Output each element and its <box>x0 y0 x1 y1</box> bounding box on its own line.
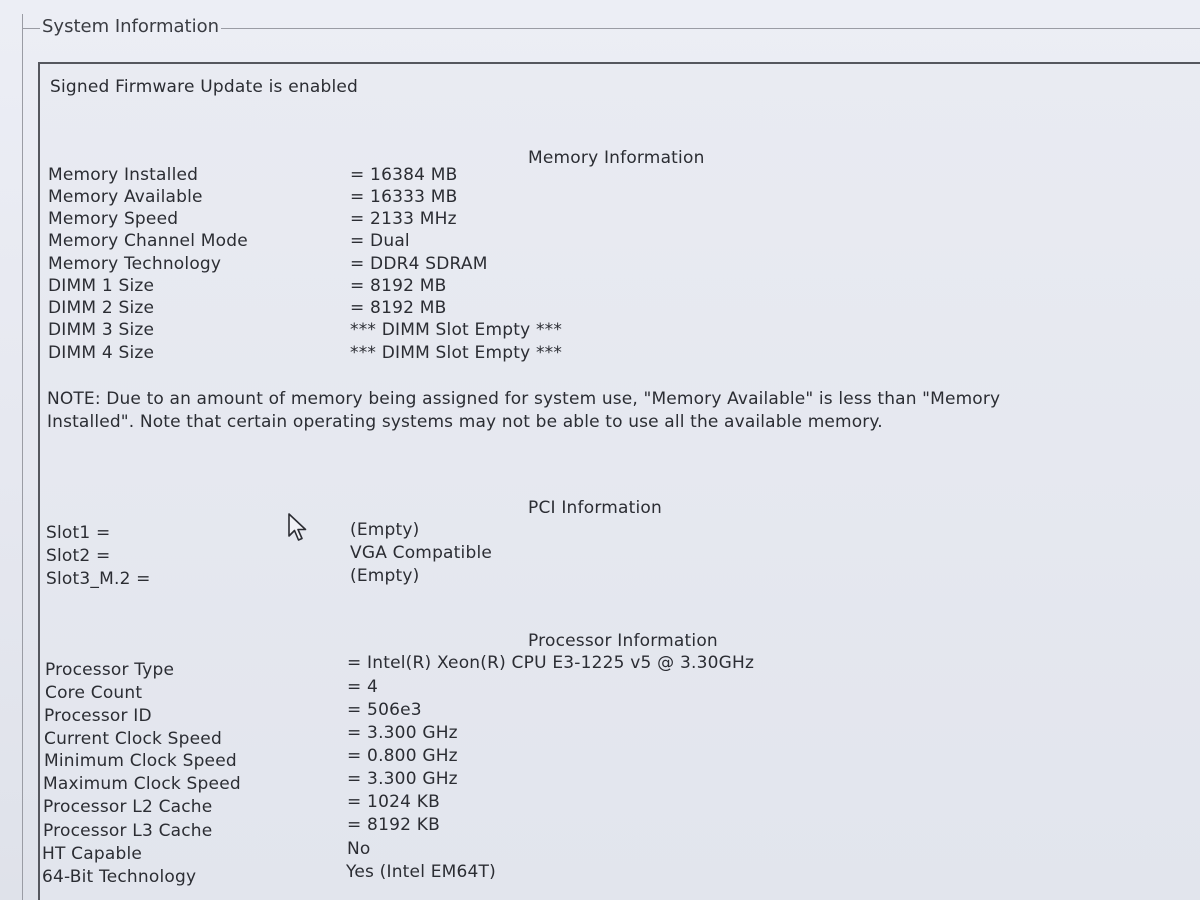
pci-slot-label: Slot3_M.2 = <box>46 569 151 589</box>
pci-section-heading: PCI Information <box>528 498 662 518</box>
memory-row-label: Memory Speed <box>48 209 179 229</box>
processor-row-value: = 8192 KB <box>347 815 440 835</box>
processor-row-label: Minimum Clock Speed <box>44 751 237 771</box>
memory-section-heading: Memory Information <box>528 148 705 168</box>
memory-row-label: Memory Channel Mode <box>48 231 248 251</box>
memory-row-label: Memory Installed <box>48 165 199 185</box>
processor-row-value: = 0.800 GHz <box>347 746 458 766</box>
pci-slot-value: (Empty) <box>350 566 420 586</box>
firmware-status-text: Signed Firmware Update is enabled <box>50 77 359 97</box>
memory-row-value: *** DIMM Slot Empty *** <box>350 320 563 340</box>
memory-row-label: DIMM 2 Size <box>48 298 155 318</box>
mouse-pointer-icon <box>286 512 312 544</box>
processor-row-value: Yes (Intel EM64T) <box>346 862 496 882</box>
processor-row-label: Maximum Clock Speed <box>43 774 241 794</box>
processor-row-label: Processor Type <box>45 660 175 680</box>
processor-row-value: = 3.300 GHz <box>347 723 458 743</box>
processor-row-label: 64-Bit Technology <box>42 867 197 887</box>
memory-row-value: *** DIMM Slot Empty *** <box>350 343 563 363</box>
processor-row-value: = Intel(R) Xeon(R) CPU E3-1225 v5 @ 3.30GHz <box>347 653 755 673</box>
memory-row-label: Memory Available <box>48 187 203 207</box>
pci-slot-label: Slot1 = <box>46 523 111 543</box>
memory-row-value: = 2133 MHz <box>350 209 457 229</box>
processor-section-heading: Processor Information <box>528 631 718 651</box>
processor-row-value: = 1024 KB <box>347 792 440 812</box>
processor-row-value: No <box>347 839 371 859</box>
memory-row-label: DIMM 3 Size <box>48 320 155 340</box>
processor-row-value: = 4 <box>347 677 379 697</box>
processor-row-label: Processor L3 Cache <box>43 821 213 841</box>
processor-row-label: Processor ID <box>44 706 152 726</box>
group-title: System Information <box>42 16 220 37</box>
pci-slot-label: Slot2 = <box>46 546 111 566</box>
memory-row-value: = Dual <box>350 231 410 251</box>
memory-row-value: = 16333 MB <box>350 187 458 207</box>
memory-row-value: = 8192 MB <box>350 298 447 318</box>
processor-row-label: HT Capable <box>42 844 143 864</box>
memory-row-label: DIMM 4 Size <box>48 343 155 363</box>
pci-slot-value: (Empty) <box>350 520 420 540</box>
processor-row-label: Processor L2 Cache <box>43 797 213 817</box>
processor-row-value: = 3.300 GHz <box>347 769 458 789</box>
pci-slot-value: VGA Compatible <box>350 543 493 563</box>
memory-row-value: = 8192 MB <box>350 276 447 296</box>
group-border-left <box>22 14 23 900</box>
processor-row-value: = 506e3 <box>347 700 422 720</box>
processor-row-label: Core Count <box>45 683 143 703</box>
memory-note: NOTE: Due to an amount of memory being assigned for system use, "Memory Available" is less than "Memory Installed". Note that certain operating systems may not be able to use all the available memory. <box>47 389 1001 432</box>
memory-row-value: = DDR4 SDRAM <box>350 254 488 274</box>
memory-row-label: DIMM 1 Size <box>48 276 155 296</box>
memory-row-label: Memory Technology <box>48 254 222 274</box>
memory-row-value: = 16384 MB <box>350 165 458 185</box>
processor-row-label: Current Clock Speed <box>44 729 222 749</box>
